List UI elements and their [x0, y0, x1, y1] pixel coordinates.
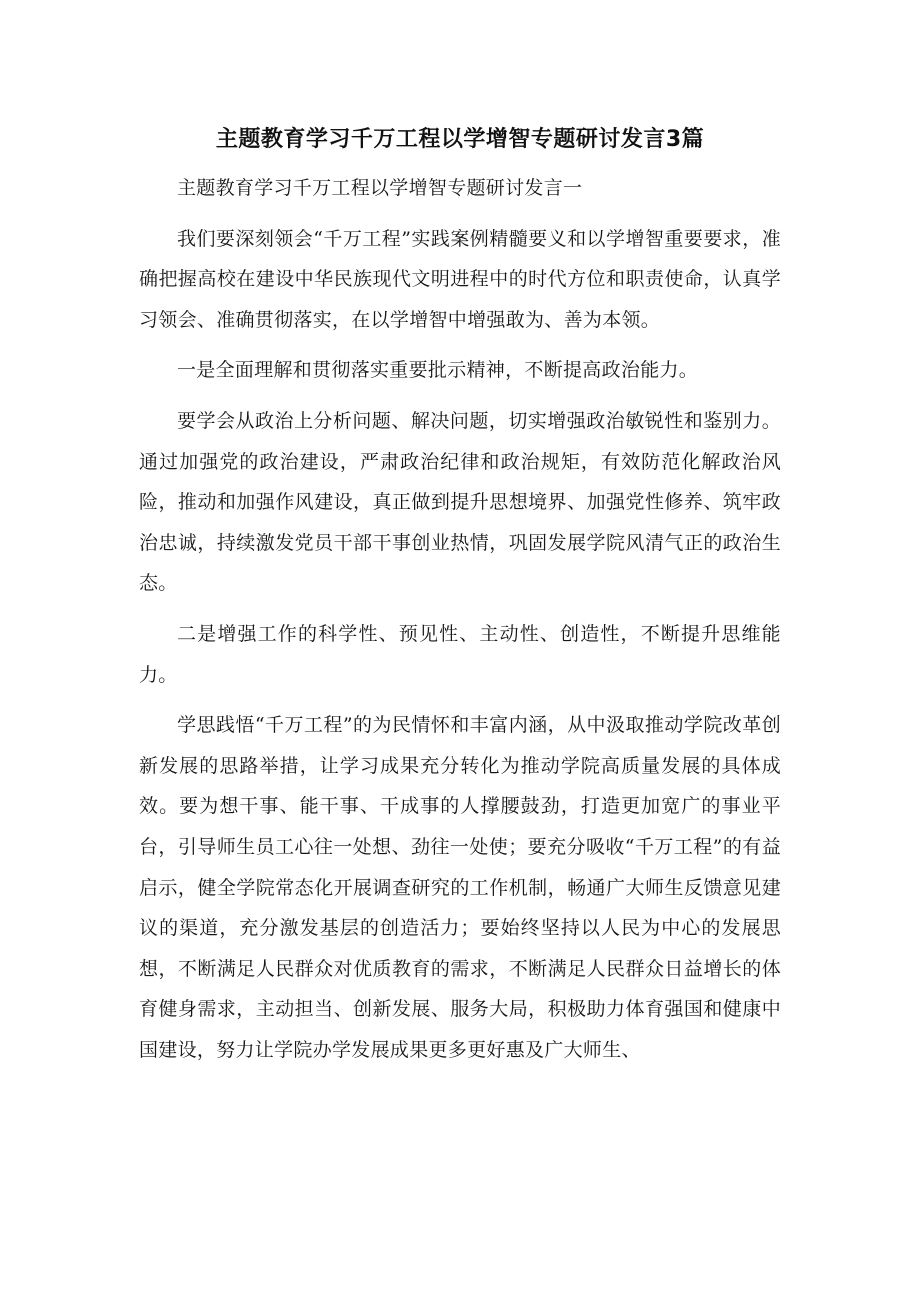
paragraph-thinking-ability: 学思践悟“千万工程”的为民情怀和丰富内涵，从中汲取推动学院改革创新发展的思路举措，让学习成果充分转化为推动学院高质量发展的具体成效。要为想干事、能干事、干成事的人撑腰鼓劲，打造更加宽广的事业平台，引导师生员工心往一处想、劲往一处使；要充分吸收“千万工程”的有益启示，健全学院常态化开展调查研究的工作机制，畅通广大师生反馈意见建议的渠道，充分激发基层的创造活力；要始终坚持以人民为中心的发展思想，不断满足人民群众对优质教育的需求，不断满足人民群众日益增长的体育健身需求，主动担当、创新发展、服务大局，积极助力体育强国和健康中国建设，努力让学院办学发展成果更多更好惠及广大师生、	[139, 714, 781, 1061]
document-body	[139, 122, 781, 1070]
paragraph-point-one: 一是全面理解和贯彻落实重要批示精神，不断提高政治能力。	[177, 359, 699, 382]
document-title: 主题教育学习千万工程以学增智专题研讨发言3篇	[215, 127, 705, 152]
paragraph-intro: 我们要深刻领会“千万工程”实践案例精髓要义和以学增智重要要求，准确把握高校在建设中华民族现代文明进程中的时代方位和职责使命，认真学习领会、准确贯彻落实，在以学增智中增强敢为、善为本领。	[139, 227, 781, 331]
paragraph-political-ability: 要学会从政治上分析问题、解决问题，切实增强政治敏锐性和鉴别力。通过加强党的政治建设，严肃政治纪律和政治规矩，有效防范化解政治风险，推动和加强作风建设，真正做到提升思想境界、加强党性修养、筑牢政治忠诚，持续激发党员干部干事创业热情，巩固发展学院风清气正的政治生态。	[139, 409, 781, 595]
paragraph-point-two: 二是增强工作的科学性、预见性、主动性、创造性，不断提升思维能力。	[139, 622, 781, 686]
section-heading: 主题教育学习千万工程以学增智专题研讨发言一	[177, 177, 583, 199]
